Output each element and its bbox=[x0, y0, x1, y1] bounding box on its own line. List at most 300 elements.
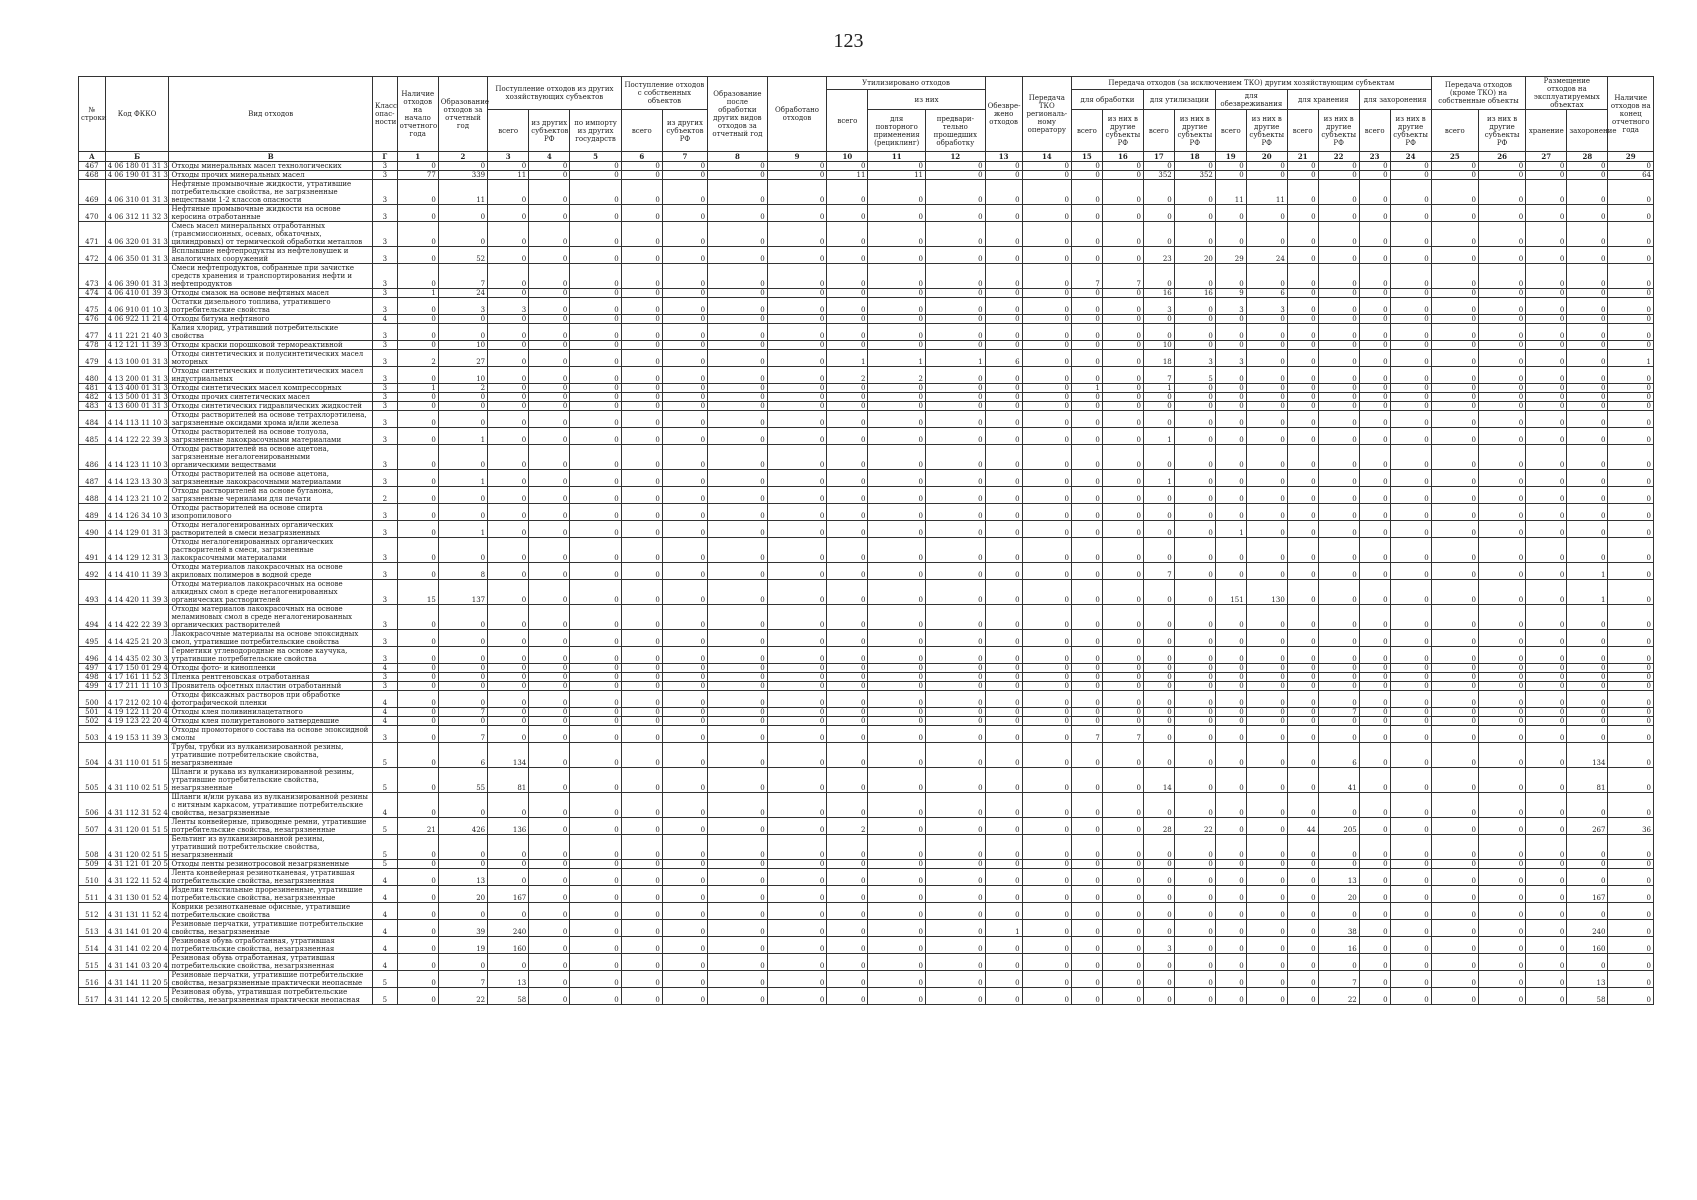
waste-name: Отходы смазок на основе нефтяных масел bbox=[169, 289, 373, 298]
value-cell: 0 bbox=[1431, 988, 1478, 1005]
value-cell: 0 bbox=[1174, 717, 1215, 726]
table-row bbox=[79, 341, 1654, 350]
row-number: 502 bbox=[79, 717, 106, 726]
value-cell: 0 bbox=[621, 247, 662, 264]
value-cell: 0 bbox=[1071, 205, 1102, 222]
value-cell: 0 bbox=[529, 205, 570, 222]
value-cell: 0 bbox=[1567, 411, 1608, 428]
h-own-total: всего bbox=[621, 110, 662, 152]
value-cell: 0 bbox=[1567, 860, 1608, 869]
column-letter: 22 bbox=[1318, 152, 1359, 162]
value-cell: 0 bbox=[438, 903, 487, 920]
value-cell: 0 bbox=[985, 538, 1022, 563]
value-cell: 0 bbox=[1287, 726, 1318, 743]
value-cell: 0 bbox=[397, 954, 438, 971]
value-cell: 0 bbox=[1174, 384, 1215, 393]
value-cell: 0 bbox=[397, 726, 438, 743]
value-cell: 0 bbox=[1022, 341, 1071, 350]
h-received: Поступление отходов из других хозяйствующих субъектов bbox=[488, 77, 622, 110]
table-row bbox=[79, 393, 1654, 402]
value-cell: 0 bbox=[1143, 691, 1174, 708]
value-cell: 0 bbox=[767, 487, 827, 504]
value-cell: 0 bbox=[1246, 971, 1287, 988]
value-cell: 0 bbox=[397, 428, 438, 445]
value-cell: 0 bbox=[397, 411, 438, 428]
value-cell: 0 bbox=[926, 954, 986, 971]
value-cell: 77 bbox=[397, 171, 438, 180]
value-cell: 0 bbox=[1431, 954, 1478, 971]
value-cell: 0 bbox=[529, 691, 570, 708]
value-cell: 0 bbox=[708, 717, 768, 726]
value-cell: 0 bbox=[1390, 247, 1431, 264]
value-cell: 0 bbox=[868, 869, 926, 886]
value-cell: 0 bbox=[1318, 315, 1359, 324]
value-cell: 0 bbox=[488, 264, 529, 289]
value-cell: 0 bbox=[1608, 708, 1654, 717]
value-cell: 0 bbox=[1431, 664, 1478, 673]
value-cell: 13 bbox=[488, 971, 529, 988]
value-cell: 0 bbox=[488, 869, 529, 886]
row-number: 482 bbox=[79, 393, 106, 402]
value-cell: 0 bbox=[827, 835, 868, 860]
hazard-class: 5 bbox=[373, 768, 398, 793]
value-cell: 0 bbox=[1318, 341, 1359, 350]
value-cell: 0 bbox=[1526, 247, 1567, 264]
value-cell: 0 bbox=[1174, 954, 1215, 971]
value-cell: 0 bbox=[397, 630, 438, 647]
value-cell: 0 bbox=[529, 818, 570, 835]
waste-name: Герметики углеводородные на основе каучука, утратившие потребительские свойства bbox=[169, 647, 373, 664]
value-cell: 0 bbox=[708, 445, 768, 470]
value-cell: 0 bbox=[1318, 954, 1359, 971]
value-cell: 0 bbox=[1071, 920, 1102, 937]
value-cell: 0 bbox=[488, 162, 529, 171]
value-cell: 0 bbox=[1608, 222, 1654, 247]
h-burial: захоронение bbox=[1567, 110, 1608, 152]
value-cell: 0 bbox=[926, 411, 986, 428]
value-cell: 0 bbox=[1143, 664, 1174, 673]
value-cell: 0 bbox=[1478, 538, 1525, 563]
value-cell: 0 bbox=[708, 180, 768, 205]
value-cell: 0 bbox=[1287, 886, 1318, 903]
value-cell: 0 bbox=[985, 298, 1022, 315]
row-number: 499 bbox=[79, 682, 106, 691]
waste-name: Отходы синтетических и полусинтетических масел индустриальных bbox=[169, 367, 373, 384]
column-letter: 16 bbox=[1102, 152, 1143, 162]
hazard-class: 4 bbox=[373, 708, 398, 717]
value-cell: 0 bbox=[1102, 289, 1143, 298]
value-cell: 0 bbox=[570, 180, 621, 205]
column-letter: 12 bbox=[926, 152, 986, 162]
value-cell: 0 bbox=[662, 682, 707, 691]
table-row bbox=[79, 886, 1654, 903]
value-cell: 0 bbox=[1390, 402, 1431, 411]
hazard-class: 3 bbox=[373, 470, 398, 487]
column-letters bbox=[79, 152, 1654, 162]
value-cell: 1 bbox=[1215, 521, 1246, 538]
row-number: 516 bbox=[79, 971, 106, 988]
value-cell: 0 bbox=[1287, 289, 1318, 298]
value-cell: 0 bbox=[1102, 315, 1143, 324]
value-cell: 0 bbox=[1359, 445, 1390, 470]
value-cell: 0 bbox=[868, 324, 926, 341]
value-cell: 0 bbox=[1246, 664, 1287, 673]
waste-name: Отходы материалов лакокрасочных на основе меламиновых смол в среде негалогенированных органических растворителей bbox=[169, 605, 373, 630]
value-cell: 0 bbox=[827, 289, 868, 298]
fkko-code: 4 14 422 22 39 3 bbox=[105, 605, 169, 630]
value-cell: 0 bbox=[1431, 580, 1478, 605]
value-cell: 0 bbox=[1359, 521, 1390, 538]
value-cell: 0 bbox=[529, 521, 570, 538]
table-row bbox=[79, 324, 1654, 341]
value-cell: 0 bbox=[868, 487, 926, 504]
value-cell: 0 bbox=[926, 171, 986, 180]
value-cell: 1 bbox=[397, 289, 438, 298]
value-cell: 0 bbox=[1143, 726, 1174, 743]
value-cell: 0 bbox=[1567, 673, 1608, 682]
value-cell: 0 bbox=[1431, 289, 1478, 298]
value-cell: 0 bbox=[985, 384, 1022, 393]
value-cell: 0 bbox=[827, 341, 868, 350]
value-cell: 0 bbox=[1215, 445, 1246, 470]
value-cell: 0 bbox=[1102, 180, 1143, 205]
value-cell: 0 bbox=[708, 971, 768, 988]
value-cell: 0 bbox=[767, 298, 827, 315]
value-cell: 0 bbox=[1174, 971, 1215, 988]
value-cell: 0 bbox=[1608, 162, 1654, 171]
value-cell: 0 bbox=[1246, 988, 1287, 1005]
value-cell: 0 bbox=[926, 315, 986, 324]
hazard-class: 3 bbox=[373, 222, 398, 247]
value-cell: 3 bbox=[1215, 298, 1246, 315]
value-cell: 0 bbox=[488, 324, 529, 341]
value-cell: 24 bbox=[1246, 247, 1287, 264]
table-row bbox=[79, 563, 1654, 580]
value-cell: 0 bbox=[1390, 324, 1431, 341]
value-cell: 0 bbox=[488, 384, 529, 393]
value-cell: 0 bbox=[1390, 298, 1431, 315]
h-for-storage: для хранения bbox=[1287, 90, 1359, 110]
fkko-code: 4 14 435 02 30 3 bbox=[105, 647, 169, 664]
table-row bbox=[79, 315, 1654, 324]
value-cell: 0 bbox=[1359, 180, 1390, 205]
value-cell: 0 bbox=[1102, 504, 1143, 521]
value-cell: 0 bbox=[1022, 768, 1071, 793]
value-cell: 0 bbox=[621, 504, 662, 521]
value-cell: 0 bbox=[1287, 538, 1318, 563]
value-cell: 0 bbox=[1246, 726, 1287, 743]
row-number: 506 bbox=[79, 793, 106, 818]
value-cell: 0 bbox=[985, 954, 1022, 971]
value-cell: 0 bbox=[1526, 504, 1567, 521]
value-cell: 0 bbox=[1359, 298, 1390, 315]
value-cell: 0 bbox=[570, 673, 621, 682]
fkko-code: 4 17 161 11 52 3 bbox=[105, 673, 169, 682]
value-cell: 0 bbox=[708, 315, 768, 324]
value-cell: 0 bbox=[1608, 521, 1654, 538]
column-letter: 4 bbox=[529, 152, 570, 162]
value-cell: 0 bbox=[397, 860, 438, 869]
value-cell: 0 bbox=[397, 988, 438, 1005]
value-cell: 0 bbox=[1567, 538, 1608, 563]
value-cell: 0 bbox=[1526, 630, 1567, 647]
fkko-code: 4 11 221 21 40 3 bbox=[105, 324, 169, 341]
value-cell: 0 bbox=[488, 563, 529, 580]
value-cell: 0 bbox=[827, 402, 868, 411]
value-cell: 0 bbox=[621, 162, 662, 171]
value-cell: 0 bbox=[1608, 886, 1654, 903]
value-cell: 0 bbox=[1022, 402, 1071, 411]
value-cell: 0 bbox=[1478, 937, 1525, 954]
value-cell: 0 bbox=[1526, 350, 1567, 367]
value-cell: 0 bbox=[868, 835, 926, 860]
value-cell: 0 bbox=[1478, 717, 1525, 726]
value-cell: 0 bbox=[662, 315, 707, 324]
value-cell: 0 bbox=[662, 664, 707, 673]
value-cell: 0 bbox=[1478, 205, 1525, 222]
value-cell: 0 bbox=[438, 504, 487, 521]
value-cell: 0 bbox=[1143, 445, 1174, 470]
value-cell: 0 bbox=[662, 411, 707, 428]
value-cell: 0 bbox=[868, 504, 926, 521]
value-cell: 0 bbox=[397, 708, 438, 717]
value-cell: 0 bbox=[926, 341, 986, 350]
value-cell: 0 bbox=[827, 630, 868, 647]
value-cell: 0 bbox=[827, 605, 868, 630]
value-cell: 0 bbox=[488, 605, 529, 630]
value-cell: 0 bbox=[985, 860, 1022, 869]
value-cell: 0 bbox=[570, 247, 621, 264]
h-tr1-total: всего bbox=[1071, 110, 1102, 152]
value-cell: 0 bbox=[1318, 835, 1359, 860]
value-cell: 0 bbox=[662, 504, 707, 521]
value-cell: 0 bbox=[621, 315, 662, 324]
hazard-class: 3 bbox=[373, 384, 398, 393]
value-cell: 0 bbox=[1526, 886, 1567, 903]
value-cell: 0 bbox=[1143, 903, 1174, 920]
value-cell: 0 bbox=[1318, 563, 1359, 580]
value-cell: 0 bbox=[985, 630, 1022, 647]
row-number: 481 bbox=[79, 384, 106, 393]
value-cell: 0 bbox=[488, 289, 529, 298]
value-cell: 0 bbox=[708, 954, 768, 971]
fkko-code: 4 06 180 01 31 3 bbox=[105, 162, 169, 171]
value-cell: 0 bbox=[827, 691, 868, 708]
value-cell: 0 bbox=[397, 682, 438, 691]
value-cell: 0 bbox=[570, 937, 621, 954]
column-letter: 17 bbox=[1143, 152, 1174, 162]
value-cell: 9 bbox=[1215, 289, 1246, 298]
h-util-of-them: из них bbox=[868, 90, 985, 110]
value-cell: 0 bbox=[1359, 920, 1390, 937]
column-letter: Г bbox=[373, 152, 398, 162]
value-cell: 1 bbox=[438, 521, 487, 538]
value-cell: 0 bbox=[1246, 954, 1287, 971]
waste-name: Изделия текстильные прорезиненные, утратившие потребительские свойства, незагрязненные bbox=[169, 886, 373, 903]
value-cell: 0 bbox=[827, 504, 868, 521]
value-cell: 0 bbox=[1246, 428, 1287, 445]
h-row-no: № строки bbox=[79, 77, 106, 152]
value-cell: 0 bbox=[1071, 903, 1102, 920]
row-number: 514 bbox=[79, 937, 106, 954]
value-cell: 0 bbox=[1143, 180, 1174, 205]
value-cell: 0 bbox=[767, 205, 827, 222]
value-cell: 0 bbox=[621, 324, 662, 341]
value-cell: 0 bbox=[1102, 324, 1143, 341]
fkko-code: 4 14 129 01 31 3 bbox=[105, 521, 169, 538]
value-cell: 151 bbox=[1215, 580, 1246, 605]
value-cell: 0 bbox=[621, 563, 662, 580]
value-cell: 0 bbox=[1071, 504, 1102, 521]
waste-name: Отходы ленты резинотросовой незагрязненные bbox=[169, 860, 373, 869]
value-cell: 0 bbox=[1174, 341, 1215, 350]
value-cell: 0 bbox=[1071, 886, 1102, 903]
value-cell: 0 bbox=[1431, 341, 1478, 350]
hazard-class: 3 bbox=[373, 647, 398, 664]
value-cell: 0 bbox=[868, 691, 926, 708]
value-cell: 0 bbox=[1359, 171, 1390, 180]
value-cell: 0 bbox=[1526, 903, 1567, 920]
value-cell: 1 bbox=[827, 350, 868, 367]
value-cell: 0 bbox=[1174, 402, 1215, 411]
value-cell: 0 bbox=[926, 673, 986, 682]
value-cell: 0 bbox=[1102, 988, 1143, 1005]
value-cell: 0 bbox=[1022, 937, 1071, 954]
value-cell: 0 bbox=[827, 768, 868, 793]
value-cell: 0 bbox=[1567, 470, 1608, 487]
value-cell: 0 bbox=[1215, 647, 1246, 664]
value-cell: 0 bbox=[1071, 691, 1102, 708]
value-cell: 0 bbox=[662, 708, 707, 717]
value-cell: 0 bbox=[1478, 664, 1525, 673]
value-cell: 0 bbox=[708, 324, 768, 341]
value-cell: 0 bbox=[1390, 411, 1431, 428]
value-cell: 0 bbox=[1246, 350, 1287, 367]
value-cell: 0 bbox=[926, 222, 986, 247]
waste-name: Отходы синтетических гидравлических жидкостей bbox=[169, 402, 373, 411]
value-cell: 0 bbox=[1215, 835, 1246, 860]
value-cell: 167 bbox=[1567, 886, 1608, 903]
value-cell: 0 bbox=[767, 673, 827, 682]
value-cell: 0 bbox=[662, 428, 707, 445]
value-cell: 3 bbox=[1246, 298, 1287, 315]
value-cell: 0 bbox=[868, 793, 926, 818]
value-cell: 7 bbox=[438, 264, 487, 289]
value-cell: 0 bbox=[1287, 445, 1318, 470]
value-cell: 0 bbox=[438, 222, 487, 247]
value-cell: 0 bbox=[529, 162, 570, 171]
value-cell: 0 bbox=[1431, 691, 1478, 708]
table-row bbox=[79, 470, 1654, 487]
value-cell: 0 bbox=[767, 793, 827, 818]
value-cell: 0 bbox=[767, 860, 827, 869]
value-cell: 0 bbox=[767, 605, 827, 630]
value-cell: 0 bbox=[1526, 341, 1567, 350]
value-cell: 0 bbox=[570, 222, 621, 247]
value-cell: 0 bbox=[926, 367, 986, 384]
value-cell: 0 bbox=[1526, 298, 1567, 315]
value-cell: 0 bbox=[827, 205, 868, 222]
hazard-class: 4 bbox=[373, 869, 398, 886]
row-number: 476 bbox=[79, 315, 106, 324]
table-row bbox=[79, 903, 1654, 920]
value-cell: 0 bbox=[767, 726, 827, 743]
value-cell: 0 bbox=[1431, 682, 1478, 691]
hazard-class: 4 bbox=[373, 903, 398, 920]
value-cell: 0 bbox=[1608, 341, 1654, 350]
value-cell: 0 bbox=[1359, 205, 1390, 222]
value-cell: 0 bbox=[1215, 393, 1246, 402]
row-number: 479 bbox=[79, 350, 106, 367]
value-cell: 0 bbox=[1567, 445, 1608, 470]
value-cell: 0 bbox=[1071, 315, 1102, 324]
value-cell: 0 bbox=[1567, 726, 1608, 743]
value-cell: 0 bbox=[1318, 393, 1359, 402]
value-cell: 0 bbox=[1359, 324, 1390, 341]
value-cell: 0 bbox=[1071, 393, 1102, 402]
value-cell: 0 bbox=[1359, 971, 1390, 988]
row-number: 490 bbox=[79, 521, 106, 538]
value-cell: 0 bbox=[985, 971, 1022, 988]
value-cell: 0 bbox=[1526, 835, 1567, 860]
value-cell: 0 bbox=[1526, 428, 1567, 445]
value-cell: 0 bbox=[926, 393, 986, 402]
value-cell: 0 bbox=[926, 247, 986, 264]
value-cell: 0 bbox=[1215, 726, 1246, 743]
table-row bbox=[79, 171, 1654, 180]
value-cell: 0 bbox=[1022, 673, 1071, 682]
value-cell: 0 bbox=[662, 580, 707, 605]
value-cell: 0 bbox=[438, 538, 487, 563]
value-cell: 0 bbox=[1318, 289, 1359, 298]
value-cell: 1 bbox=[438, 428, 487, 445]
value-cell: 0 bbox=[1215, 504, 1246, 521]
value-cell: 0 bbox=[529, 768, 570, 793]
value-cell: 0 bbox=[621, 445, 662, 470]
value-cell: 0 bbox=[529, 580, 570, 605]
value-cell: 0 bbox=[529, 487, 570, 504]
value-cell: 0 bbox=[767, 470, 827, 487]
fkko-code: 4 19 123 22 20 4 bbox=[105, 717, 169, 726]
value-cell: 0 bbox=[529, 717, 570, 726]
value-cell: 0 bbox=[767, 521, 827, 538]
fkko-code: 4 31 110 02 51 5 bbox=[105, 768, 169, 793]
value-cell: 0 bbox=[1359, 162, 1390, 171]
value-cell: 0 bbox=[570, 171, 621, 180]
value-cell: 0 bbox=[1390, 726, 1431, 743]
value-cell: 0 bbox=[1174, 673, 1215, 682]
value-cell: 0 bbox=[1318, 180, 1359, 205]
hazard-class: 5 bbox=[373, 743, 398, 768]
value-cell: 0 bbox=[1287, 647, 1318, 664]
row-number: 493 bbox=[79, 580, 106, 605]
value-cell: 0 bbox=[827, 664, 868, 673]
value-cell: 0 bbox=[708, 647, 768, 664]
value-cell: 0 bbox=[868, 605, 926, 630]
value-cell: 0 bbox=[1287, 937, 1318, 954]
table-row bbox=[79, 920, 1654, 937]
value-cell: 0 bbox=[1567, 903, 1608, 920]
value-cell: 0 bbox=[1390, 350, 1431, 367]
value-cell: 0 bbox=[529, 920, 570, 937]
value-cell: 0 bbox=[621, 367, 662, 384]
value-cell: 0 bbox=[1287, 162, 1318, 171]
value-cell: 0 bbox=[1608, 937, 1654, 954]
h-tr4-total: всего bbox=[1287, 110, 1318, 152]
h-storage: хранение bbox=[1526, 110, 1567, 152]
h-after-processing: Образование после обработки других видов отходов за отчетный год bbox=[708, 77, 768, 152]
value-cell: 0 bbox=[926, 920, 986, 937]
